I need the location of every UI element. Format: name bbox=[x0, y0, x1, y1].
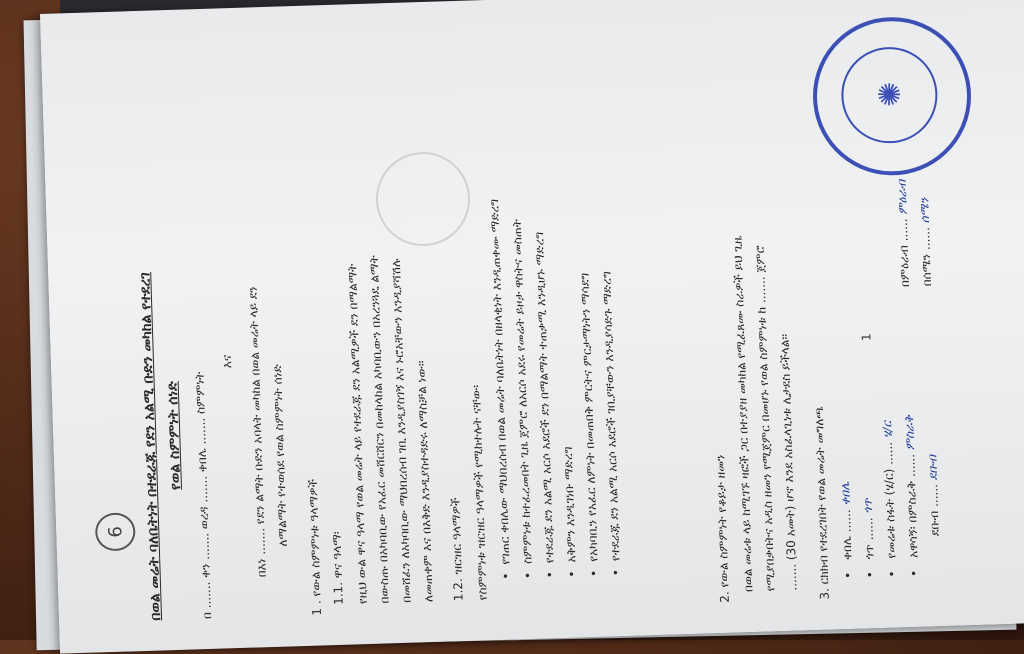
document-subtitle: የወል ስምምነት ሰነድ bbox=[164, 381, 185, 491]
document-title: በወል መሬት ባለቤትነት በተደራጁ የደን አልሚ ቡድን መካከል የተደረገ bbox=[137, 272, 165, 621]
handwritten-value: ሰሜን bbox=[917, 197, 933, 224]
section1-1: 1.1. ዋና ዓላማ፡ bbox=[329, 531, 346, 606]
section1-2-intro: የስምምነቱ ዝርዝር ዓላማዎች የሚከተሉት ናቸው፡ bbox=[468, 384, 490, 601]
list-item: • የተደራጁ ደን አልሚ አርሶ አደሮች ገቢያቸውን እንዲያሳድጉ ማድረግ bbox=[600, 271, 622, 576]
and-word: እና bbox=[219, 354, 235, 369]
list-item bbox=[903, 415, 920, 577]
page-number: 1 bbox=[859, 333, 874, 342]
section2-para-line: የሚያበቃበትና አዲስ ዘመን የሚጀምር በመሆኑ የወል ስምምነቱ ከ ....... ጀምሮ bbox=[752, 245, 778, 592]
list-item: • ስምምነቱ ከተፈረመበት ጊዜ ጀምሮ ለአርሶ አደሩ የመሬት ይዞታ ዋስትና መስጠት bbox=[511, 219, 534, 579]
intro-line: በ ....... ቀን ....... ወረዳ ....... ቀበሌ ....... ስምምነት bbox=[192, 371, 215, 620]
section2-para-line: ....... (30 አመት) ሆኖ እንደ አስፈላጊነቱ ሊታደስ ይችላል፡፡ bbox=[777, 333, 800, 591]
section1-para-line: በመሸፈን ለአካባቢው ማህበረሰብ ገቢ እንዲያስገኝ እና ኑሮአቸውን እንዲያሻሽሉ bbox=[388, 258, 414, 603]
section1-para-line: የዚህ ውል ዋና ዓላማ የወል መሬት ላይ የተደራጁ ደን አልሚዎች ደን በማልማት bbox=[345, 263, 370, 605]
list-item bbox=[918, 198, 933, 287]
handwritten-value: ሄ/ር bbox=[880, 420, 895, 439]
handwritten-value: ቀበሌ bbox=[838, 481, 853, 506]
handwritten-value: ምስራቅ bbox=[902, 415, 918, 451]
section1-para-line: ለመጠቀም እና በእቅድ እንዲያስተዳድሩ ለማስቻል ነው፡፡ bbox=[414, 360, 436, 603]
field-label: ቀበሌ ...... bbox=[838, 509, 855, 561]
handwritten-value: ደቡብ bbox=[925, 454, 941, 481]
list-item: • የገጠር ቀበሌው ማህበረሰብ በወል መሬት ባለቤትነት በዘላቂነት እንዲጠቀሙ ማድረግ bbox=[488, 199, 512, 580]
section1-heading: 1 . የውል ስምምነቱ ዓላማዎች bbox=[305, 478, 325, 616]
between-line: በእነ ....... የደን ልማት ቡድን አባላት መካከል በወል መሬት ላይ ደን bbox=[245, 286, 269, 578]
list-item bbox=[896, 180, 911, 288]
field-label: የመሬቱ ስፋት (ሄ/ር) ...... bbox=[880, 441, 899, 559]
stamp-emblem-icon: ✺ bbox=[827, 33, 952, 158]
list-item: • የአካባቢን የአፈር ለምነት በመጠበቅ ምርትና ምርታማነትን ማሳደግ bbox=[578, 273, 600, 577]
list-item bbox=[926, 455, 941, 537]
list-item: • የተደራጁ ደን አልሚ አርሶ አደሮች ደን በማልማት ተጠቃሚ እንዲሆኑ ማድረግ bbox=[533, 232, 556, 579]
field-label: አዋሳኝ፡ በምስራቅ ...... bbox=[903, 453, 921, 559]
list-item bbox=[881, 421, 898, 578]
field-label: በሰሜን ...... bbox=[918, 227, 934, 287]
list-item bbox=[862, 498, 876, 578]
section1-para-line: በውስጡ በአካባቢው የአፈር መሸርሸርን በመከላከል አካባቢውን በአረንጓዴ ልማት bbox=[366, 255, 392, 604]
section3-heading: 3. ርክክብ የተደረገበት የወል መሬት መግለጫ bbox=[811, 406, 832, 600]
document-page bbox=[40, 0, 1024, 654]
field-label: በምዕራብ ...... bbox=[895, 218, 912, 288]
section2-para-line: በወል መሬቱ ላይ ከሚገኙ ዛፎች ጋር በተያያዘ መካከል የሚፈጸሙ ስራዎች ይህ ጊዜ bbox=[730, 235, 756, 593]
handwritten-value: ጎጥ bbox=[860, 498, 876, 514]
handwritten-value: ምዕራብ bbox=[894, 179, 910, 215]
field-label: ጎጥ ...... bbox=[861, 517, 877, 560]
circled-page-mark: 6 bbox=[95, 512, 136, 551]
between-line-2: ለማልማት የተወሰደ የወል ስምምነት ሰነድ bbox=[270, 364, 290, 547]
section1-2: 1.2. ዝርዝር ዓላማዎች bbox=[448, 497, 466, 602]
list-item bbox=[839, 482, 854, 579]
section2-heading: 2. የውል ስምምነት የቆይታ ዘመን bbox=[713, 454, 732, 603]
field-label: ደቡብ ...... bbox=[926, 483, 942, 537]
list-item: • አቅምን እንዲገነቡ ማድረግ bbox=[562, 446, 578, 578]
